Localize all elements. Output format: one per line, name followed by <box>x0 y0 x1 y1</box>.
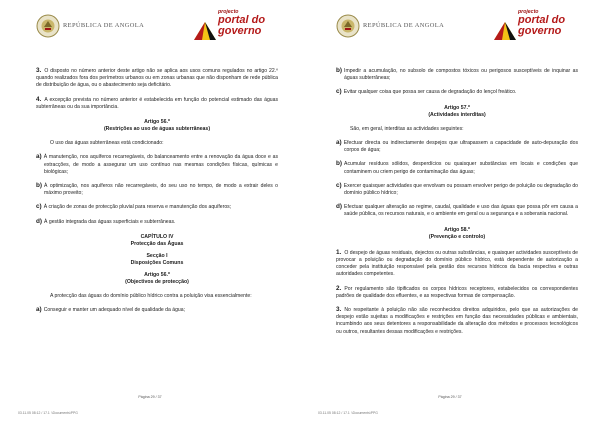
page-header <box>36 10 278 44</box>
heading-line: (Objectivos de protecção) <box>125 278 189 285</box>
paragraph-text: Por regulamento são tipificados os corpos hídricos receptores, estabelecidos os correspondentes padrões de qualidade dos efluentes, e as respectivas formas de compensação. <box>336 285 578 299</box>
item-letter: b) <box>36 182 43 189</box>
paragraph-text: À criação de zonas de protecção pluvial para reserva e manutenção dos aquíferos; <box>43 204 232 211</box>
paragraph-text: O disposto no número anterior deste artigo não se aplica aos usos comuns regulados no artigo 22.º quando realizados fora dos perímetros urbanos ou em zonas urbanas que não disponham de rede pública de distribuição de água, ou o abastecimento seja deficitário. <box>36 68 278 89</box>
numbered-paragraph <box>36 95 278 111</box>
item-letter: c) <box>36 203 42 211</box>
paragraph-text: O despejo de águas residuais, dejectos ou outras substâncias, e quaisquer actividades susceptíveis de provocar a poluição ou degradação do domínio público hídrico, está dependente de autorização a conceder pela instituição responsável pela gestão dos recursos hídricos da bacia respectiva e outras autoridades competentes. <box>336 249 578 278</box>
page-number: Página 29 / 37 <box>138 395 162 399</box>
paragraph <box>36 293 278 300</box>
portal-logo <box>192 10 278 44</box>
paragraph-text: Efectuar qualquer alteração ao regime, caudal, qualidade e uso das águas que possa pôr em causa a saúde pública, os recursos naturais, e o ambiente em geral ou a segurança e a soberania nacional. <box>344 204 578 218</box>
logo-bottom-text: governo <box>218 25 262 37</box>
item-letter: c) <box>336 88 342 96</box>
paragraph-text: À manutenção, nos aquíferos recarregáveis, do balanceamento entre a renovação da água doce e as extracções, de modo a assegurar um uso contínuo nas mesmas condições físicas, químicas e biológicas; <box>43 154 278 175</box>
section-heading <box>36 119 278 133</box>
list-item <box>336 202 578 218</box>
page-number: Página 29 / 37 <box>438 395 462 399</box>
section-heading <box>336 105 578 119</box>
heading-line: (Actividades interditas) <box>428 111 486 118</box>
angola-emblem-icon <box>336 14 360 38</box>
paragraph-text: Efectuar directa ou indirectamente despejos que ultrapassem a capacidade de auto-depuração dos corpos de água; <box>343 139 578 154</box>
list-item <box>36 181 278 197</box>
heading-line: Protecção das Águas <box>130 240 184 247</box>
paragraph-text: No respeitante à poluição não são reconhecidos direitos adquiridos, pelo que as autorizações de despejo estão sujeitas a modificações e restrições em função das necessidades públicas e ambientais, incumbindo aos seus detentores a responsabilidade da alteração dos métodos e processos tecnológicos ou outros, resultantes dessas modificações e restrições. <box>336 307 578 335</box>
heading-line: Artigo 56.º <box>144 119 170 126</box>
numbered-paragraph <box>336 284 578 300</box>
item-letter: b) <box>336 67 343 74</box>
heading-line: (Prevenção e controlo) <box>428 233 486 240</box>
paragraph-text: O uso das águas subterrâneas está condicionado: <box>50 140 164 147</box>
list-item <box>336 66 578 82</box>
item-letter: a) <box>36 306 42 314</box>
paragraph-text: Evitar qualquer coisa que possa ser causa de degradação do lençol freático. <box>343 89 517 96</box>
section-heading <box>36 234 278 286</box>
heading-line: Artigo 57.º <box>444 104 470 111</box>
item-letter: a) <box>36 153 42 161</box>
paragraph <box>36 140 278 147</box>
numbered-paragraph <box>336 248 578 279</box>
logo-top-text: projecto <box>218 9 239 15</box>
logo-top-text: projecto <box>518 9 539 15</box>
paragraph-number: 4. <box>36 95 42 103</box>
paragraph-text: Conseguir e manter um adequado nível de qualidade da água; <box>43 307 185 314</box>
page-right <box>300 0 600 424</box>
flag-logo-icon <box>492 18 518 42</box>
list-item <box>36 152 278 176</box>
paragraph-text: A protecção das águas do domínio público hídrico contra a poluição visa essencialmente: <box>50 292 252 299</box>
heading-line: Artigo 56.º <box>144 271 170 278</box>
heading-line: Secção I <box>146 252 168 259</box>
page-body <box>36 66 278 319</box>
heading-line: Disposições Comuns <box>130 259 184 266</box>
list-item <box>36 305 278 314</box>
item-letter: c) <box>336 181 342 189</box>
logo-bottom-text: governo <box>518 25 562 37</box>
list-item <box>336 138 578 154</box>
republic-title: REPÚBLICA DE ANGOLA <box>363 22 445 29</box>
list-item <box>36 202 278 211</box>
paragraph-text: À gestão integrada das águas superficiais e subterrâneas. <box>44 218 176 225</box>
paragraph-text: À optimização, nos aquíferos não recarregáveis, do seu uso no tempo, de modo a extrair deles o máximo proveito; <box>44 183 278 197</box>
page-body <box>336 66 578 341</box>
paragraph <box>336 126 578 133</box>
paragraph-number: 1. <box>336 248 342 256</box>
paragraph-text: Impedir a acumulação, no subsolo de compostos tóxicos ou perigosos susceptíveis de inquinar as águas subterrâneas; <box>344 68 578 82</box>
item-letter: a) <box>336 138 342 146</box>
item-letter: d) <box>36 217 43 225</box>
paragraph-number: 3. <box>36 67 42 74</box>
list-item <box>36 217 278 226</box>
print-stamp: 03.11.05 08:12 / 17.1 :\Documents\PPG <box>318 411 378 415</box>
heading-line: CAPÍTULO IV <box>140 233 174 240</box>
numbered-paragraph <box>336 305 578 336</box>
list-item <box>336 181 578 197</box>
paragraph-text: Exercer quaisquer actividades que envolvam ou possam envolver perigo de poluição ou degradação do domínio público hídrico; <box>343 182 578 196</box>
angola-emblem-icon <box>36 14 60 38</box>
paragraph-number: 3. <box>336 306 342 313</box>
page-header <box>336 10 578 44</box>
paragraph-text: Acumular resíduos sólidos, desperdícios ou quaisquer substâncias em locais e condições que contaminem ou criem perigo de contaminação das águas; <box>344 161 578 175</box>
item-letter: d) <box>336 203 343 211</box>
numbered-paragraph <box>36 66 278 90</box>
list-item <box>336 87 578 96</box>
list-item <box>336 159 578 175</box>
logo-mid-text: portal do <box>518 14 566 26</box>
print-stamp: 03.11.05 08:12 / 17.1 :\Documents\PPG <box>18 411 78 415</box>
item-letter: b) <box>336 160 343 168</box>
paragraph-text: A excepção prevista no número anterior é estabelecida em função do potencial estimado das águas subterrâneas ou da sua importância. <box>36 96 278 110</box>
heading-line: (Restrições ao uso de águas subterrâneas) <box>103 126 211 133</box>
republic-title: REPÚBLICA DE ANGOLA <box>63 22 145 29</box>
section-heading <box>336 227 578 241</box>
heading-line: Artigo 58.º <box>444 226 470 233</box>
paragraph-number: 2. <box>336 284 342 292</box>
logo-mid-text: portal do <box>218 14 266 26</box>
paragraph-text: São, em geral, interditas as actividades seguintes: <box>350 125 464 132</box>
flag-logo-icon <box>192 18 218 42</box>
portal-logo <box>492 10 578 44</box>
